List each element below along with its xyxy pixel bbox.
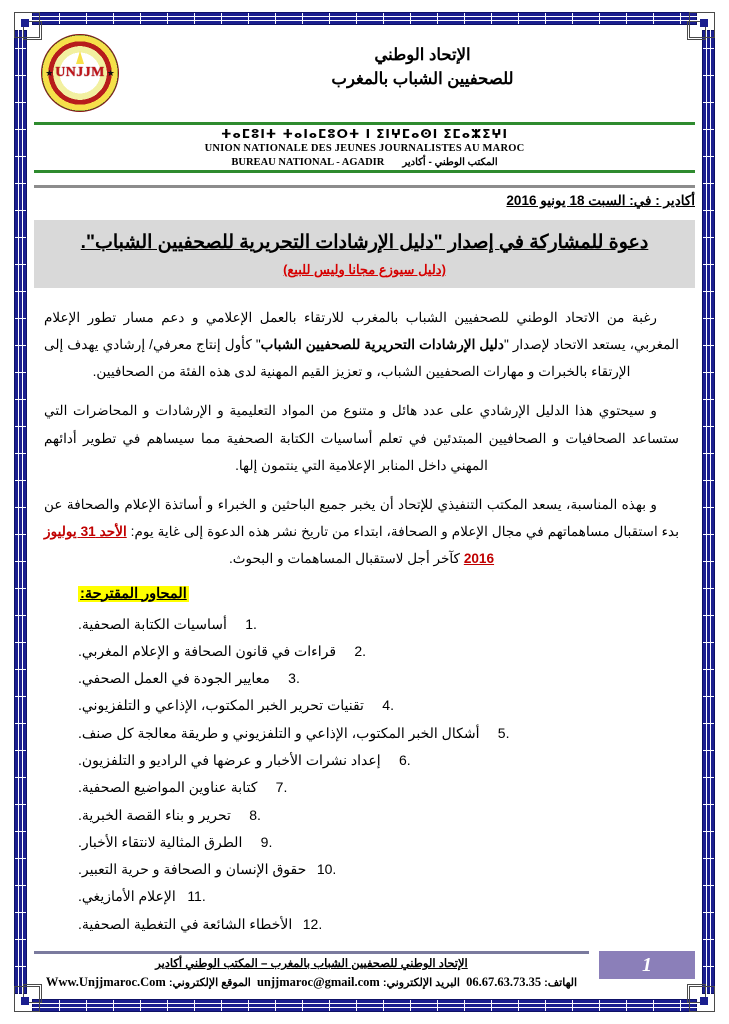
footer-email-label: البريد الإلكتروني: <box>382 977 460 990</box>
list-item-number: 1. <box>245 615 257 632</box>
border-bar-right <box>702 30 715 994</box>
list-item-number: 9. <box>260 833 273 850</box>
org-name-line2: للصحفيين الشباب بالمغرب <box>331 69 514 88</box>
list-item-number: 11. <box>187 888 206 905</box>
topics-heading: المحاور المقترحة: <box>80 585 187 602</box>
paragraph-3-part2: كآخر أجل لاستقبال المساهمات و البحوث. <box>228 551 464 567</box>
list-item <box>78 747 695 774</box>
list-item <box>78 829 695 856</box>
page-number-badge: 1 <box>599 951 695 979</box>
title-banner <box>34 220 695 288</box>
list-item-label: أساسيات الكتابة الصحفية. <box>78 615 227 632</box>
list-item-label: الأخطاء الشائعة في التغطية الصحفية. <box>78 915 293 932</box>
topics-list <box>34 611 695 939</box>
paragraph-1 <box>44 304 679 386</box>
footer-phone-value: 06.67.63.73.35 <box>466 975 542 990</box>
footer-contact-line <box>34 973 589 992</box>
footer-text-block <box>34 951 589 992</box>
list-item <box>78 611 695 638</box>
paragraph-1-part1: رغبة من الاتحاد الوطني للصحفيين الشباب بالمغرب للارتقاء بالعمل الإعلامي و دعم مسار تطور الإعلام المغربي، يستعد الاتحاد لإصدار " <box>44 309 680 353</box>
list-item-label: تقنيات تحرير الخبر المكتوب، الإذاعي و التلفزيوني. <box>78 697 364 714</box>
list-item-number: 2. <box>354 642 367 659</box>
footer-org-line: الإتحاد الوطني للصحفيين الشباب بالمغرب – المكتب الوطني أكادير <box>155 958 468 970</box>
list-item-label: حقوق الإنسان و الصحافة و حرية التعبير. <box>78 861 307 878</box>
border-bar-bottom <box>32 999 697 1012</box>
list-item-label: أشكال الخبر المكتوب، الإذاعي و التلفزيوني و طريقة معالجة كل صنف. <box>78 724 480 741</box>
list-item <box>78 802 695 829</box>
border-inner-line-right <box>706 30 711 994</box>
list-item-label: إعداد نشرات الأخبار و عرضها في الراديو و التلفزيون. <box>78 752 381 768</box>
list-item <box>78 883 695 910</box>
list-item-label: الإعلام الأمازيغي. <box>78 888 176 905</box>
list-item <box>78 692 695 719</box>
bureau-line <box>34 156 695 170</box>
document-footer <box>34 951 695 992</box>
bureau-latin: BUREAU NATIONAL - AGADIR <box>231 156 385 168</box>
latin-name-line: UNION NATIONALE DES JEUNES JOURNALISTES AU MAROC <box>204 143 525 154</box>
tifinagh-latin-block <box>34 122 695 173</box>
border-inner-line-left <box>18 30 23 994</box>
list-item-number: 7. <box>275 779 288 796</box>
list-item-number: 4. <box>382 697 394 714</box>
page-title: دعوة للمشاركة في إصدار "دليل الإرشادات التحريرية للصحفيين الشباب". <box>80 232 649 254</box>
logo-star-right-icon: ★ <box>45 67 54 78</box>
list-item-number: 5. <box>497 724 510 741</box>
list-item-number: 6. <box>398 752 411 768</box>
list-item-number: 3. <box>288 670 300 687</box>
deadline-date: الأحد 31 يوليوز 2016 <box>44 524 495 567</box>
logo-container <box>34 32 126 112</box>
bureau-arabic: المكتب الوطني - أكادير <box>402 156 498 168</box>
unjjm-logo-icon <box>41 34 119 112</box>
paragraph-3 <box>44 491 679 573</box>
org-name-line1: الإتحاد الوطني <box>374 46 471 64</box>
border-inner-line-bottom <box>32 1003 697 1008</box>
paragraph-1-bold: دليل الإرشادات التحريرية للصحفيين الشباب <box>260 337 504 353</box>
footer-email-value[interactable]: unjjmaroc@gmail.com <box>256 975 380 990</box>
list-item-number: 8. <box>249 806 261 823</box>
date-text: أكادير : في: السبت 18 يونيو 2016 <box>506 193 695 209</box>
logo-star-left-icon: ★ <box>106 67 115 78</box>
list-item <box>78 911 695 938</box>
list-item <box>78 638 695 665</box>
logo-acronym: UNJJM <box>55 65 105 80</box>
list-item <box>78 665 695 692</box>
footer-phone-label: الهاتف: <box>544 977 578 990</box>
list-item-label: كتابة عناوين المواضيع الصحفية. <box>78 779 258 796</box>
document-content <box>34 26 695 998</box>
paragraph-1-part2: " كأول إنتاج معرفي/ إرشادي يهدف إلى الإرتقاء بالخبرات و مهارات الصحفيين الشباب، و تعزيز القيم المهنية لدى هذه الفئة من الصحافيين. <box>44 337 631 380</box>
tifinagh-line: ⵜⴰⵎⵓⵏⵜ ⵜⴰⵏⴰⵎⵓⵔⵜ ⵏ ⵉⵏⵖⵎⴰⵙⵏ ⵉⵎⴰⵣⵉⵖⵏ <box>221 127 508 141</box>
organization-title-block <box>126 32 695 92</box>
footer-website-label: الموقع الإلكتروني: <box>168 977 251 990</box>
border-inner-line-top <box>32 16 697 21</box>
list-item-number: 12. <box>302 915 323 932</box>
footer-website-value[interactable]: Www.Unjjmaroc.Com <box>45 975 166 990</box>
list-item-number: 10. <box>316 861 337 878</box>
list-item <box>78 774 695 801</box>
paragraph-2: و سيحتوي هذا الدليل الإرشادي على عدد هائل و متنوع من المواد التعليمية و الإرشادات و المحاضرات التي ستساعد الصحافيات و الصحافيين المبتدئين في تعلم أساسيات الكتابة الصحفية مما سيساهم في تطوير أدائهم المهني داخل المنابر الإعلامية التي ينتمون إلها. <box>44 403 679 473</box>
document-header <box>34 26 695 112</box>
topics-heading-row <box>34 585 695 603</box>
paragraph-3-part1: و بهذه المناسبة، يسعد المكتب التنفيذي للإتحاد أن يخبر جميع الباحثين و الخبراء و أساتذة الإعلام والصحافة عن بدء استقبال مساهماتهم في مجال الإعلام و الصحافة، ابتداء من تاريخ نشر هذه الدعوة إلى غاية يوم: <box>44 496 679 540</box>
logo-core <box>45 61 115 85</box>
body-text <box>34 304 695 573</box>
list-item-label: الطرق المثالية لانتقاء الأخبار. <box>78 833 243 850</box>
list-item-label: قراءات في قانون الصحافة و الإعلام المغربي. <box>78 642 337 659</box>
list-item-label: معايير الجودة في العمل الصحفي. <box>78 670 270 687</box>
border-bar-left <box>14 30 27 994</box>
list-item <box>78 720 695 747</box>
border-bar-top <box>32 12 697 25</box>
list-item-label: تحرير و بناء القصة الخبرية. <box>78 806 231 823</box>
date-row <box>34 185 695 210</box>
page-subtitle: (دليل سيوزع مجانا وليس للبيع) <box>283 261 446 277</box>
list-item <box>78 856 695 883</box>
